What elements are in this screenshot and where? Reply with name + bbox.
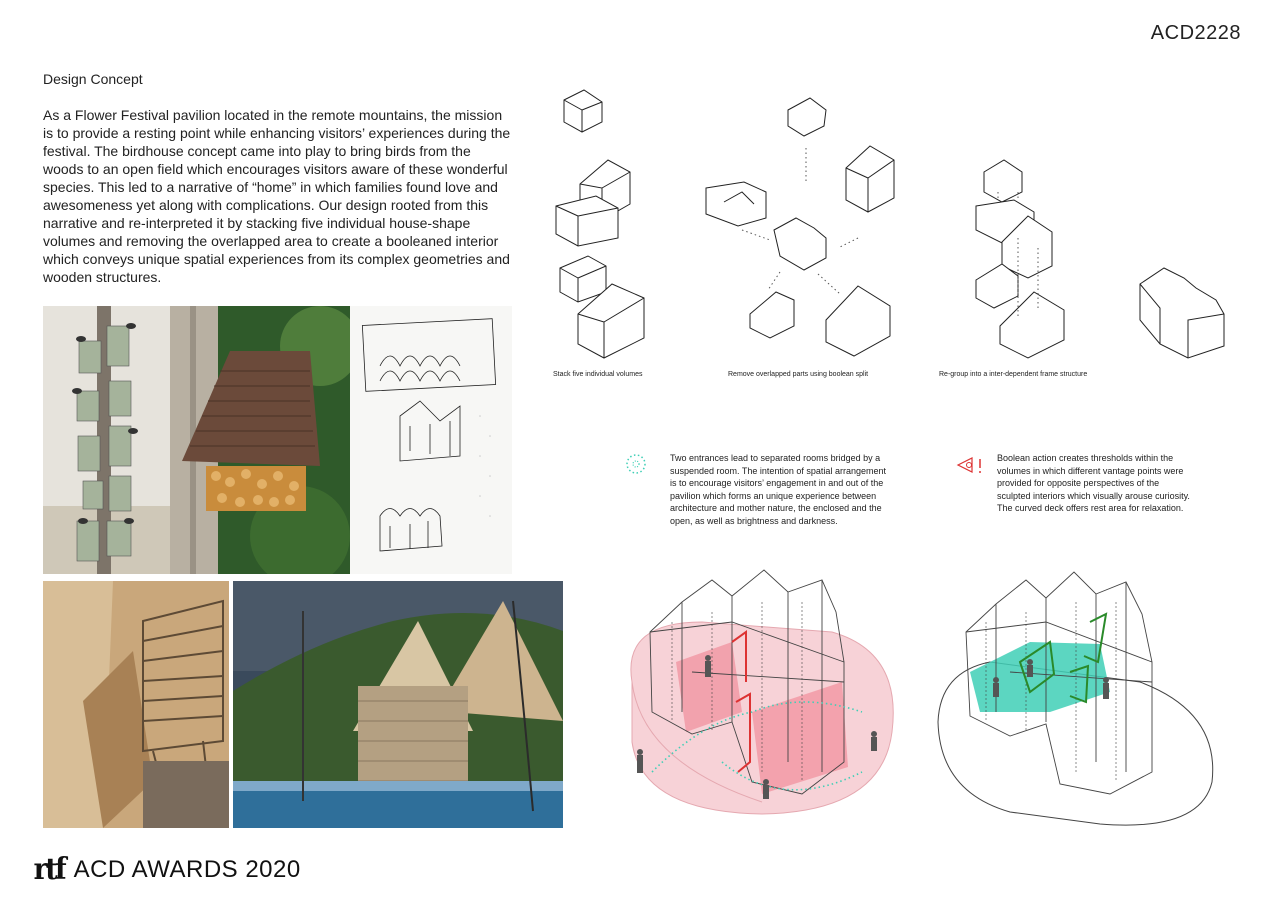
rtf-mark: rtf [33, 852, 64, 887]
caption-regroup: Re-group into a inter-dependent frame structure [939, 371, 1088, 378]
vantage-axonometric [930, 562, 1220, 832]
photo-shingle-birdhouse [170, 306, 350, 574]
eye-icon [956, 454, 988, 476]
volume-diagrams [548, 88, 1238, 368]
dotted-circle-icon [624, 452, 652, 476]
caption-boolean: Remove overlapped parts using boolean split [728, 371, 869, 378]
awards-title: ACD AWARDS 2020 [73, 855, 301, 883]
stack-volumes-drawing [556, 90, 644, 358]
photo-sketches [350, 306, 512, 574]
concept-body: As a Flower Festival pavilion located in the remote mountains, the mission is to provide a resting point while enhancing visitors’ experiences during the festival. The birdhouse concept came into play to bring birds from the woods to an open field which encourages visitors aware of these wonderful species. This led to a narrative of “home” in which families found love and awesomeness yet along with complications. Our design rooted from this narrative and re-interpreted it by stacking five individual house-shape volumes and removing the overlapped area to create a booleaned interior which conveys unique spatial experiences from its complex geometries and wooden structures. [43, 107, 511, 285]
acd-awards-logo [32, 852, 301, 887]
concept-title: Design Concept [43, 71, 143, 87]
photo-birdhouse-pole [43, 306, 170, 574]
regroup-drawing [976, 160, 1224, 358]
circulation-axonometric [612, 562, 902, 822]
project-code: ACD2228 [1150, 22, 1241, 44]
vantage-note: Boolean action creates thresholds within the volumes in which different vantage points were provided for opposite perspectives of the sculpted interiors which visually arouse curiosity. The curved deck offers rest area for relaxation. [997, 453, 1190, 514]
circulation-note: Two entrances lead to separated rooms bridged by a suspended room. The intention of spatial arrangement is to encourage visitors’ engagement in and out of the pavilion which forms an unique experience between architecture and mother nature, the enclosed and the open, as well as brightness and darkness. [670, 453, 886, 526]
photo-pavilion-exterior [233, 581, 563, 828]
boolean-split-drawing [706, 98, 894, 356]
caption-stack: Stack five individual volumes [553, 371, 643, 378]
photo-pavilion-interior [43, 581, 229, 828]
